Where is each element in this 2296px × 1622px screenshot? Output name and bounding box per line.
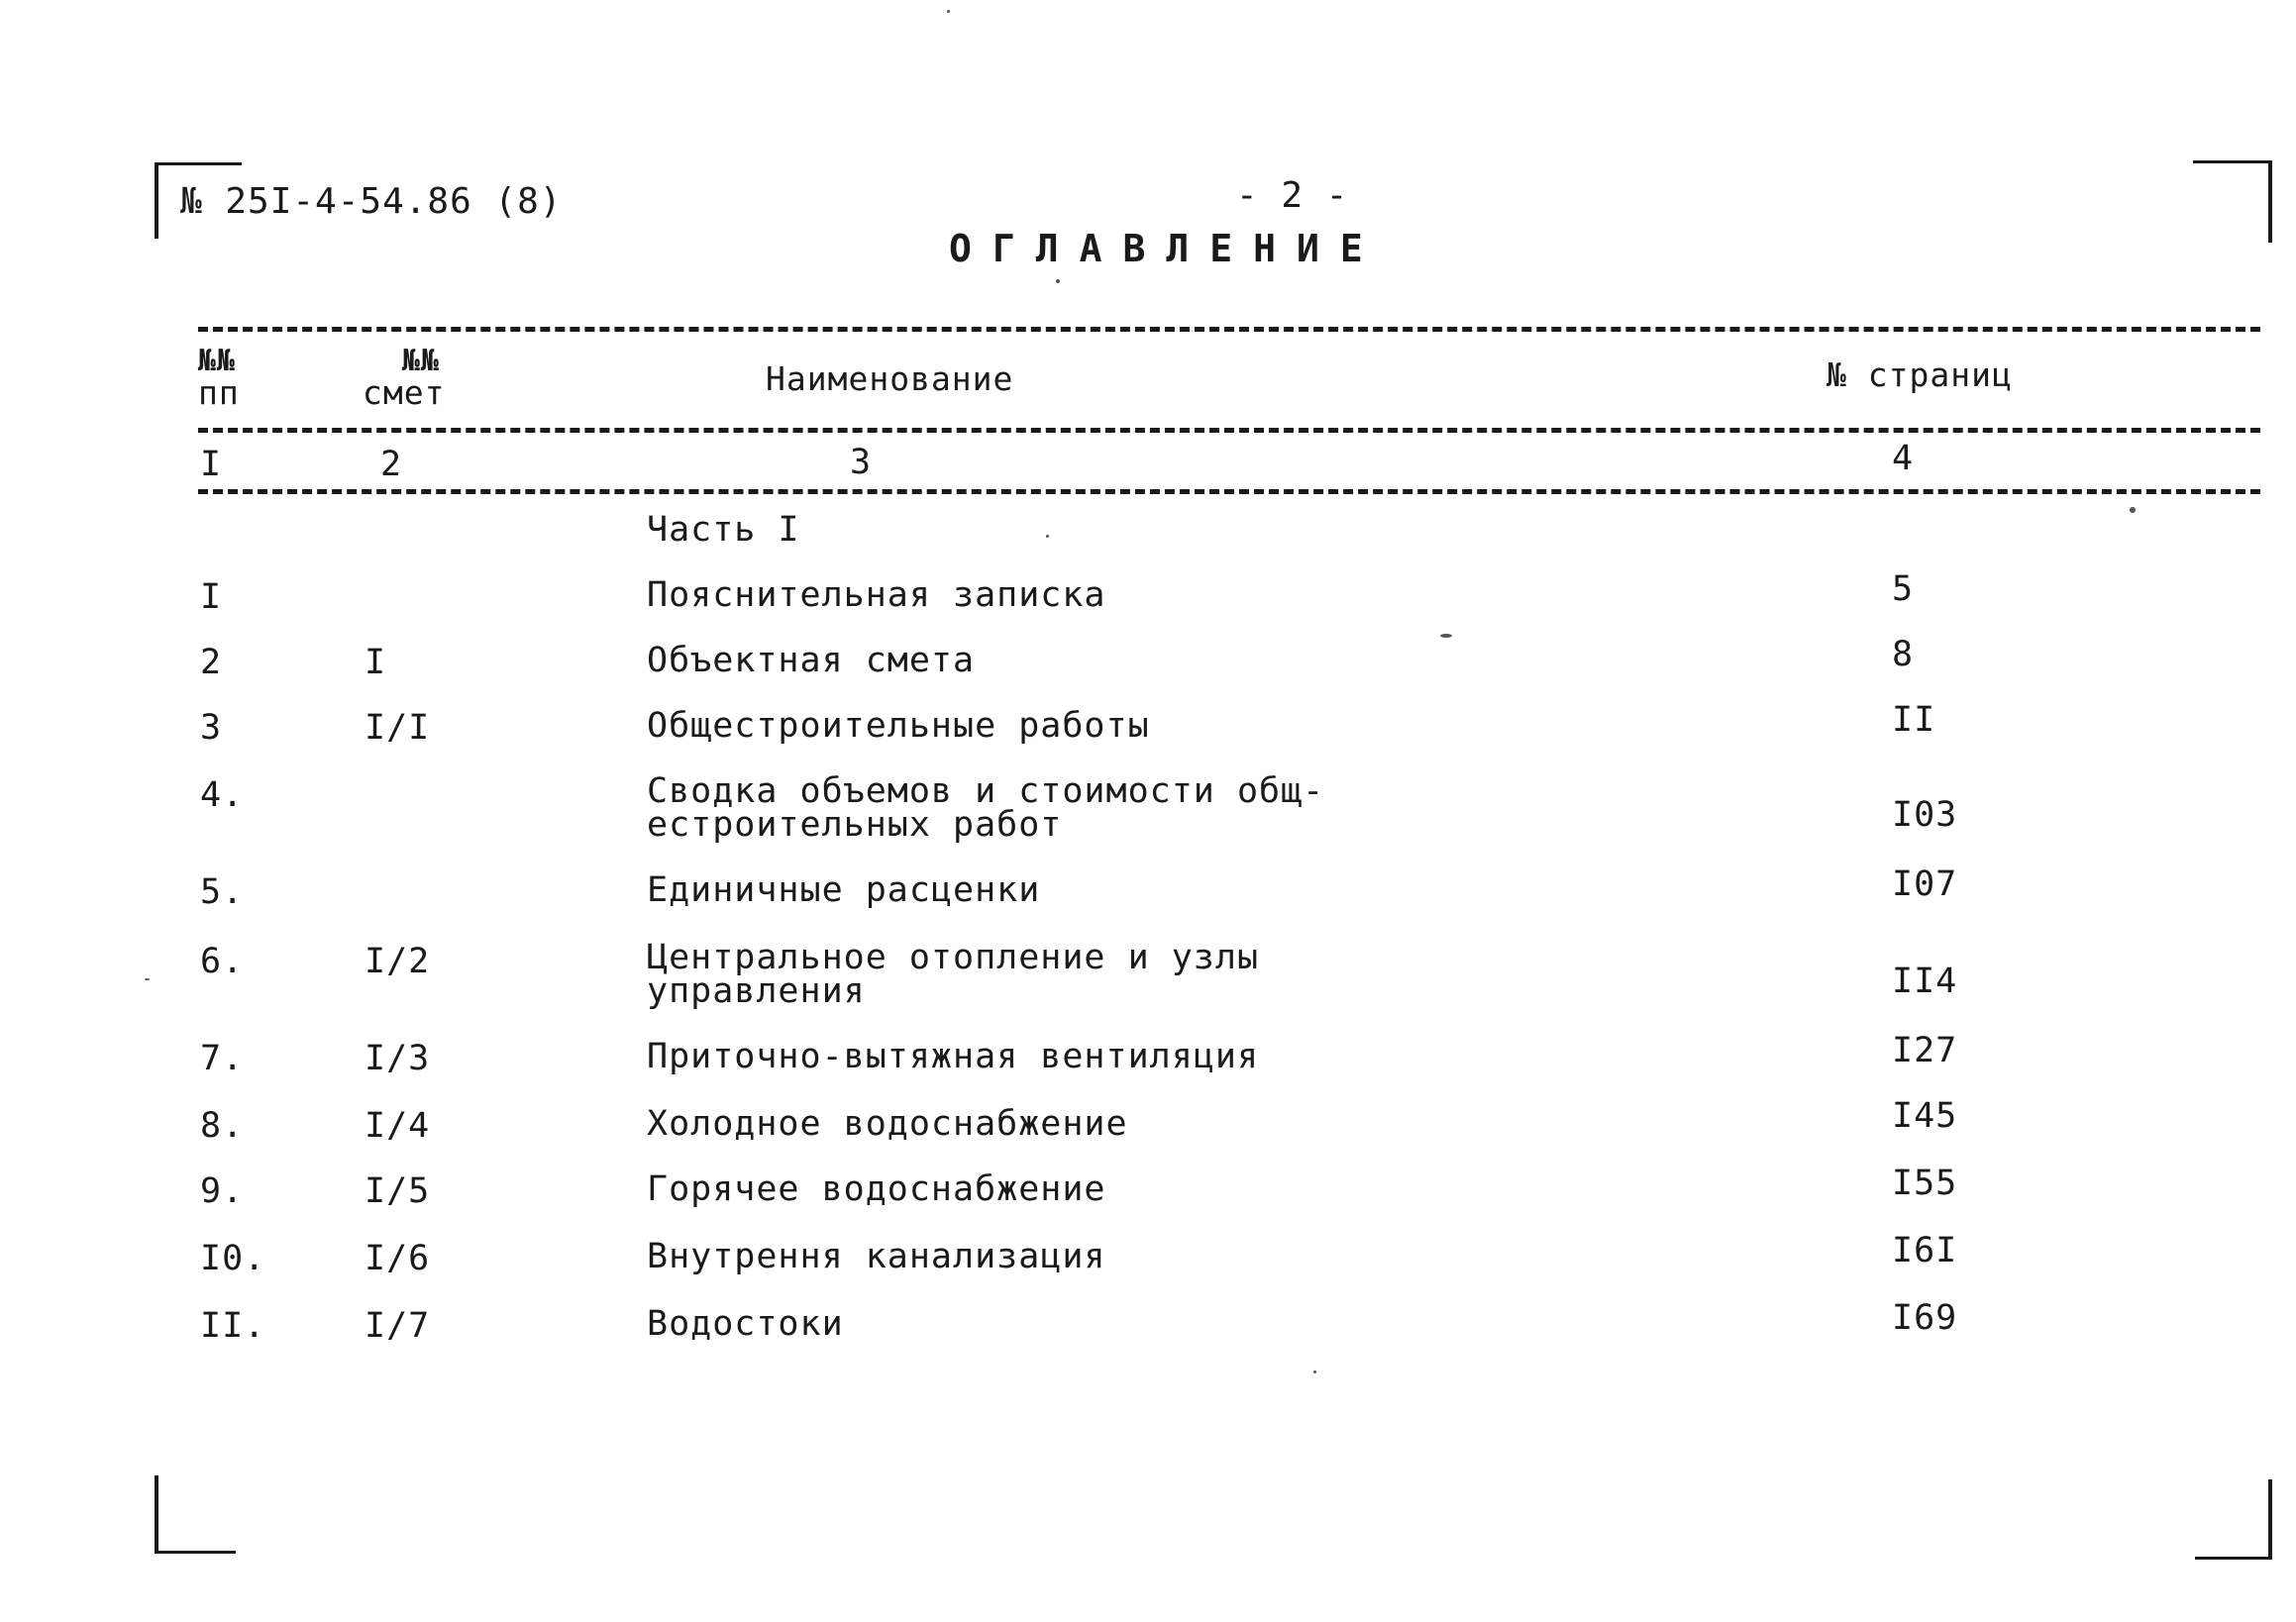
corner-mark-bottom-left <box>155 1475 236 1554</box>
row-number: 5. <box>200 872 245 912</box>
row-page: 8 <box>1892 635 1915 674</box>
row-page: I69 <box>1892 1298 1958 1338</box>
row-title-line2: управления <box>647 971 866 1011</box>
row-estimate: I/4 <box>365 1106 431 1146</box>
row-page: I03 <box>1892 795 1958 835</box>
column-number-2: 2 <box>380 445 403 484</box>
row-title <box>647 938 1260 1011</box>
row-number: 9. <box>200 1171 245 1211</box>
row-number: II. <box>200 1306 266 1346</box>
scan-speck <box>947 10 950 13</box>
row-number: I0. <box>200 1239 266 1278</box>
row-estimate: I/I <box>365 708 431 748</box>
row-title: Внутрення канализация <box>647 1237 1106 1276</box>
row-estimate: I/6 <box>365 1239 431 1278</box>
row-estimate: I/2 <box>365 942 431 981</box>
row-title: Пояснительная записка <box>647 575 1106 615</box>
row-number: 4. <box>200 775 245 815</box>
row-title-line1: Центральное отопление и узлы <box>647 938 1260 977</box>
row-page: I27 <box>1892 1031 1958 1070</box>
column-header-estimate-number <box>363 344 446 412</box>
scan-speck <box>145 978 150 980</box>
row-title: Горячее водоснабжение <box>647 1169 1106 1209</box>
column-number-4: 4 <box>1892 439 1915 478</box>
row-page: II <box>1892 700 1936 740</box>
row-title-line2: естроительных работ <box>647 805 1063 845</box>
scan-speck <box>1046 535 1049 538</box>
row-title: Общестроительные работы <box>647 706 1150 746</box>
row-number: I <box>200 577 223 617</box>
column-number-3: 3 <box>850 443 873 482</box>
row-title: Холодное водоснабжение <box>647 1104 1128 1144</box>
scan-speck <box>2130 507 2136 513</box>
table-rule-header-bottom <box>198 428 2260 433</box>
table-rule-colnum-bottom <box>198 489 2260 494</box>
row-number: 2 <box>200 643 223 682</box>
page-title: ОГЛАВЛЕНИЕ <box>949 227 1384 270</box>
section-heading: Часть I <box>647 510 800 550</box>
column-header-estimate-number-line2: смет <box>363 373 446 412</box>
row-number: 3 <box>200 708 223 748</box>
corner-mark-top-right <box>2193 160 2272 243</box>
document-number: № 25I-4-54.86 (8) <box>180 181 563 222</box>
row-title: Водостоки <box>647 1304 844 1344</box>
row-estimate: I/7 <box>365 1306 431 1346</box>
row-page: II4 <box>1892 962 1958 1001</box>
row-number: 6. <box>200 942 245 981</box>
row-title: Приточно-вытяжная вентиляция <box>647 1037 1260 1076</box>
row-title-line1: Сводка объемов и стоимости общ- <box>647 771 1325 811</box>
column-number-1: I <box>200 445 223 484</box>
row-page: I45 <box>1892 1096 1958 1136</box>
column-header-item-number <box>198 344 240 412</box>
row-number: 8. <box>200 1106 245 1146</box>
page-number: - 2 - <box>1236 175 1349 216</box>
column-header-item-number-line1: №№ <box>198 344 237 378</box>
column-header-estimate-number-line1: №№ <box>402 344 441 378</box>
row-estimate: I <box>365 643 387 682</box>
corner-mark-bottom-right <box>2195 1479 2272 1560</box>
scan-speck <box>1313 1370 1316 1373</box>
row-page: I07 <box>1892 864 1958 904</box>
row-estimate: I/3 <box>365 1039 431 1078</box>
column-header-pages: № страниц <box>1826 355 2013 394</box>
row-page: I55 <box>1892 1164 1958 1203</box>
row-estimate: I/5 <box>365 1171 431 1211</box>
row-title <box>647 771 1325 845</box>
table-rule-top <box>198 327 2260 332</box>
row-page: I6I <box>1892 1231 1958 1270</box>
scan-speck <box>1440 634 1452 638</box>
column-header-item-number-line2: пп <box>198 373 240 412</box>
scan-speck <box>1056 279 1060 283</box>
column-header-title: Наименование <box>766 359 1014 398</box>
row-title: Объектная смета <box>647 641 976 680</box>
row-page: 5 <box>1892 569 1915 609</box>
row-title: Единичные расценки <box>647 870 1041 910</box>
row-number: 7. <box>200 1039 245 1078</box>
